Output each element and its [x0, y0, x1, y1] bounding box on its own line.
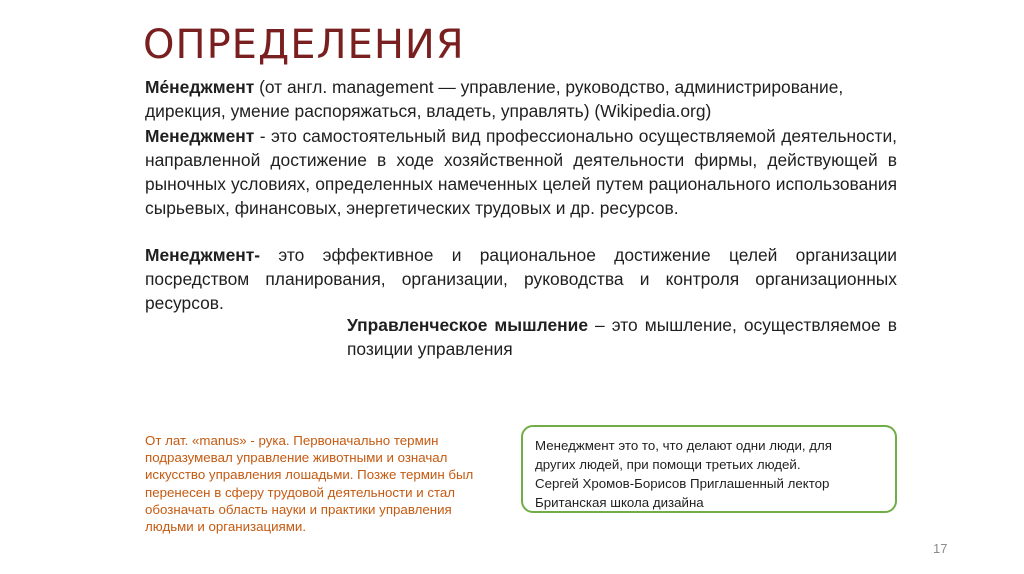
- page-number: 17: [933, 541, 948, 556]
- definition-4-text: – это мышление, осуществляемое в позиции управления: [347, 315, 898, 359]
- definition-1: [145, 75, 897, 123]
- quote-line: Менеджмент это то, что делают одни люди, для: [535, 438, 832, 453]
- definition-1-term: Ме́неджмент: [145, 77, 255, 97]
- definition-4: [347, 313, 897, 361]
- definition-3: [145, 243, 897, 315]
- quote-author-affiliation: Британская школа дизайна: [535, 495, 704, 510]
- definition-2-text: - это самостоятельный вид профессионально осуществляемой деятельности, направленной достижение в ходе хозяйственной деятельности фирмы, действующей в рыночных условиях, определенных намеченных целей путем рационального использования сырьевых, финансовых, энергетических трудовых и др. ресурсов.: [145, 126, 897, 218]
- quote-line: других людей, при помощи третьих людей.: [535, 457, 801, 472]
- definition-4-term: Управленческое мышление: [347, 315, 589, 335]
- definition-2-term: Менеджмент: [145, 126, 255, 146]
- quote-author: Сергей Хромов-Борисов Приглашенный лектор: [535, 476, 830, 491]
- definition-3-term: Менеджмент-: [145, 245, 261, 265]
- definition-2: [145, 124, 897, 220]
- slide-title: ОПРЕДЕЛЕНИЯ: [143, 22, 465, 68]
- definition-3-text: это эффективное и рациональное достижение целей организации посредством планирования, организации, руководства и контроля организационных ресурсов.: [145, 245, 897, 313]
- etymology-note: От лат. «manus» - рука. Первоначально термин подразумевал управление животными и означал искусство управления лошадьми. Позже термин был перенесен в сферу трудовой деятельности и стал обозначать область науки и практики управления людьми и организациями.: [145, 433, 474, 535]
- quote-box: [521, 425, 897, 513]
- definition-1-text: (от англ. management — управление, руководство, администрирование, дирекция, умение распоряжаться, владеть, управлять) (Wikipedia.org): [145, 77, 844, 121]
